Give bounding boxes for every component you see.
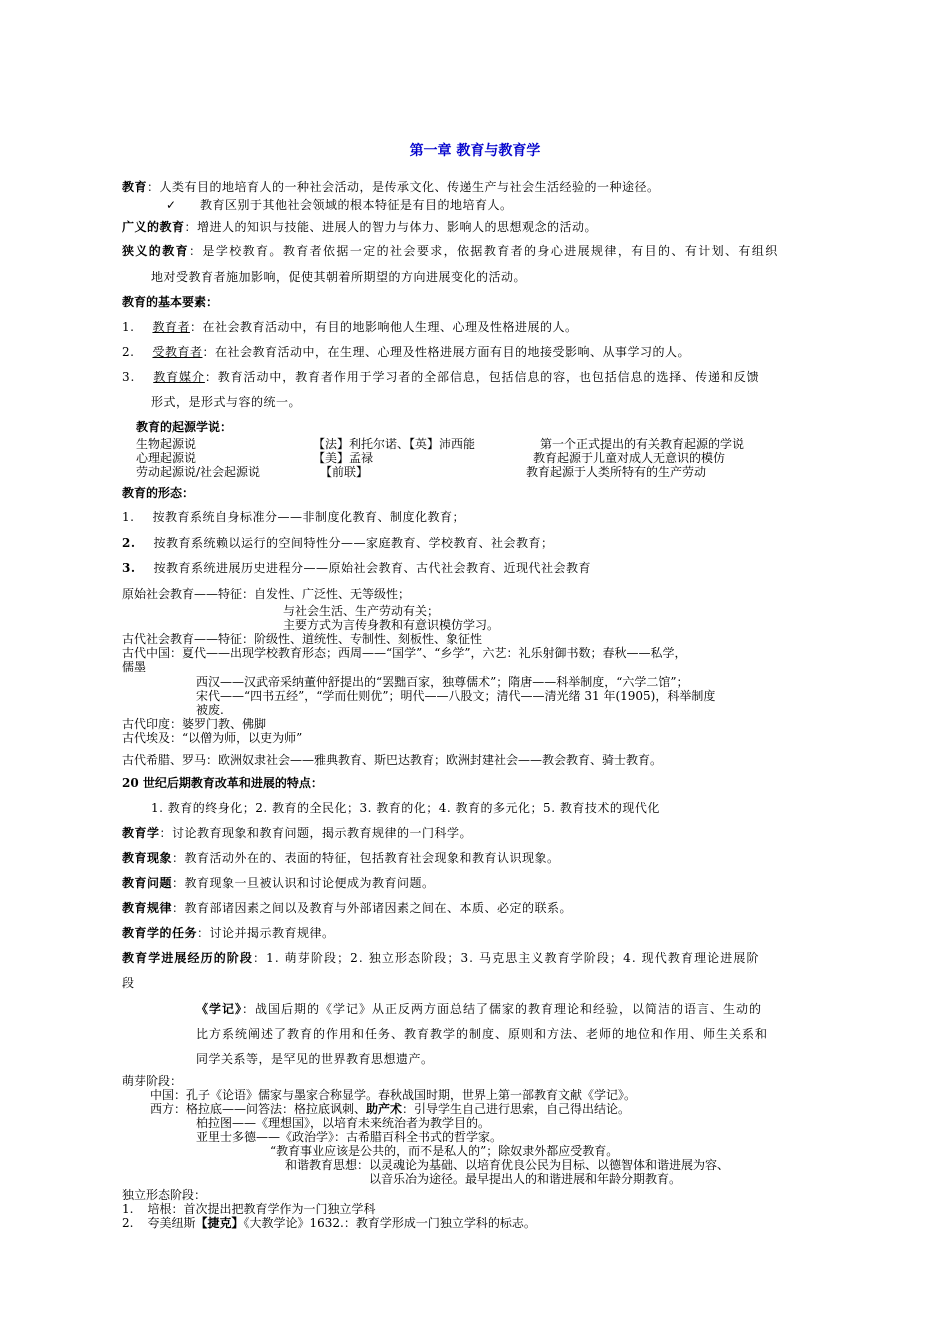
sprout-aristotle: 亚里士多德——《政治学》：古希腊百科全书式的哲学家。 (196, 1130, 503, 1144)
chapter-title: 第一章 教育与教育学 (409, 143, 541, 159)
element-medium: 3. 教育媒介：教育活动中，教育者作用于学习者的全部信息，包括信息的容，也包括信息的选择、传递和反馈 (122, 370, 760, 384)
def-phenomenon: 教育现象：教育活动外在的、表面的特征，包括教育社会现象和教育认识现象。 (122, 851, 560, 865)
history-egypt: 古代埃及：“以僧为师，以吏为师” (122, 731, 303, 745)
c20-features: 1. 教育的终身化；2. 教育的全民化；3. 教育的化；4. 教育的多元化；5. 教育技术的现代化 (151, 801, 660, 815)
origin-note: 教育起源于人类所特有的生产劳动 (526, 465, 707, 479)
sprout-aristotle-2: “教育事业应该是公共的，而不是私人的”；除奴隶外都应受教育。 (270, 1144, 619, 1158)
history-song-2: 被废. (196, 703, 224, 717)
element-medium-cont: 形式，是形式与容的统一。 (151, 395, 302, 409)
xueji-para-2: 比方系统阐述了教育的作用和任务、教育教学的制度、原则和方法、老师的地位和作用、师生关系和 (196, 1027, 769, 1041)
form-item: 1. 按教育系统自身标准分——非制度化教育、制度化教育； (122, 510, 465, 524)
origin-note: 教育起源于儿童对成人无意识的模仿 (533, 451, 726, 465)
def-stages: 教育学进展经历的阶段：1. 萌芽阶段；2. 独立形态阶段；3. 马克思主义教育学阶段；4. 现代教育理论进展阶 (122, 951, 760, 965)
sprout-harmony-2: 以音乐冶为途径。最早提出人的和谐进展和年龄分期教育。 (369, 1172, 682, 1186)
def-narrow-education: 狭义的教育：是学校教育。教育者依据一定的社会要求，依据教育者的身心进展规律，有目的、有计划、有组织 (122, 244, 779, 258)
history-song: 宋代——“四书五经”，“学而仕则优”；明代——八股文；清代——清光绪 31 年(1905)，科举制度 (196, 689, 716, 703)
def-task: 教育学的任务：讨论并揭示教育规律。 (122, 926, 335, 940)
sprout-harmony: 和谐教育思想：以灵魂论为基础、以培育优良公民为目标、以德智体和谐进展为容、 (285, 1158, 730, 1172)
def-education: 教育：人类有目的地培育人的一种社会活动，是传承文化、传递生产与社会生活经验的一种途径。 (122, 180, 660, 194)
origin-heading: 教育的起源学说： (136, 420, 233, 434)
origin-note: 第一个正式提出的有关教育起源的学说 (540, 437, 745, 451)
independent-item: 1. 培根：首次提出把教育学作为一门独立学科 (122, 1202, 376, 1216)
element-educatee: 2. 受教育者：在社会教育活动中，在生理、心理及性格进展方面有目的地接受影响、从事学习的人。 (122, 345, 690, 359)
origin-proponent: 【前联】 (320, 465, 369, 479)
xueji-para: 《学记》：战国后期的《学记》从正反两方面总结了儒家的教育理论和经验，以简洁的语言、生动的 (196, 1002, 763, 1016)
sprout-plato: 柏拉图——《理想国》，以培育未来统治者为教学目的。 (196, 1116, 491, 1130)
history-han: 西汉——汉武帝采纳董仲舒提出的“罢黜百家，独尊儒术”；隋唐——科举制度，“六学二馆”； (196, 675, 689, 689)
history-india: 古代印度：婆罗门教、佛脚 (122, 717, 267, 731)
check-icon: ✓ (166, 198, 177, 212)
sprout-west: 西方：格拉底——问答法：格拉底讽刺、助产术：引导学生自己进行思索，自己得出结论。 (150, 1102, 631, 1116)
xueji-para-3: 同学关系等，是罕见的世界教育思想遗产。 (196, 1052, 434, 1066)
origin-row: 生物起源说 (136, 437, 197, 451)
history-primitive: 原始社会教育——特征：自发性、广泛性、无等级性； (122, 587, 411, 601)
history-primitive-2: 与社会生活、生产劳动有关； (283, 604, 440, 618)
independent-heading: 独立形态阶段： (122, 1188, 207, 1202)
history-primitive-3: 主要方式为言传身教和有意识模仿学习。 (283, 618, 500, 632)
def-pedagogy: 教育学：讨论教育现象和教育问题，揭示教育规律的一门科学。 (122, 826, 473, 840)
c20-heading: 20 世纪后期教育改革和进展的特点： (122, 776, 323, 790)
origin-proponent: 【法】利托尔诺、【英】沛西能 (313, 437, 476, 451)
form-item: 3. 按教育系统进展历史进程分——原始社会教育、古代社会教育、近现代社会教育 (122, 561, 592, 575)
history-ancient: 古代社会教育——特征：阶级性、道统性、专制性、刻板性、象征性 (122, 632, 483, 646)
def-broad-education: 广义的教育：增进人的知识与技能、进展人的智力与体力、影响人的思想观念的活动。 (122, 220, 598, 234)
education-feature-note: ✓ 教育区别于其他社会领域的根本特征是有目的地培育人。 (166, 198, 513, 212)
elements-heading: 教育的基本要素： (122, 295, 219, 309)
element-educator: 1. 教育者：在社会教育活动中，有目的地影响他人生理、心理及性格进展的人。 (122, 320, 578, 334)
origin-row: 心理起源说 (136, 451, 197, 465)
def-law: 教育规律：教育部诸因素之间以及教育与外部诸因素之间在、本质、必定的联系。 (122, 901, 573, 915)
form-item: 2. 按教育系统赖以运行的空间特性分——家庭教育、学校教育、社会教育； (122, 536, 554, 550)
origin-proponent: 【美】孟禄 (313, 451, 374, 465)
history-greece-rome: 古代希腊、罗马：欧洲奴隶社会——雅典教育、斯巴达教育；欧洲封建社会——教会教育、骑士教育。 (122, 753, 663, 767)
history-ancient-china-2: 儒墨 (122, 660, 147, 674)
def-narrow-education-cont: 地对受教育者施加影响，促使其朝着所期望的方向进展变化的活动。 (151, 270, 527, 284)
history-ancient-china: 古代中国：夏代——出现学校教育形态；西周——“国学”、“乡学”，六艺：礼乐射御书数；春秋——私学， (122, 646, 687, 660)
def-stages-cont: 段 (122, 976, 135, 990)
independent-item: 2. 夸美纽斯【捷克】《大教学论》1632.：教育学形成一门独立学科的标志。 (122, 1216, 536, 1230)
sprout-china: 中国：孔子《论语》儒家与墨家合称显学。春秋战国时期，世界上第一部教育文献《学记》。 (150, 1088, 637, 1102)
def-problem: 教育问题：教育现象一旦被认识和讨论便成为教育问题。 (122, 876, 435, 890)
origin-row: 劳动起源说/社会起源说 (136, 465, 261, 479)
sprout-heading: 萌芽阶段： (122, 1074, 183, 1088)
forms-heading: 教育的形态： (122, 486, 195, 500)
